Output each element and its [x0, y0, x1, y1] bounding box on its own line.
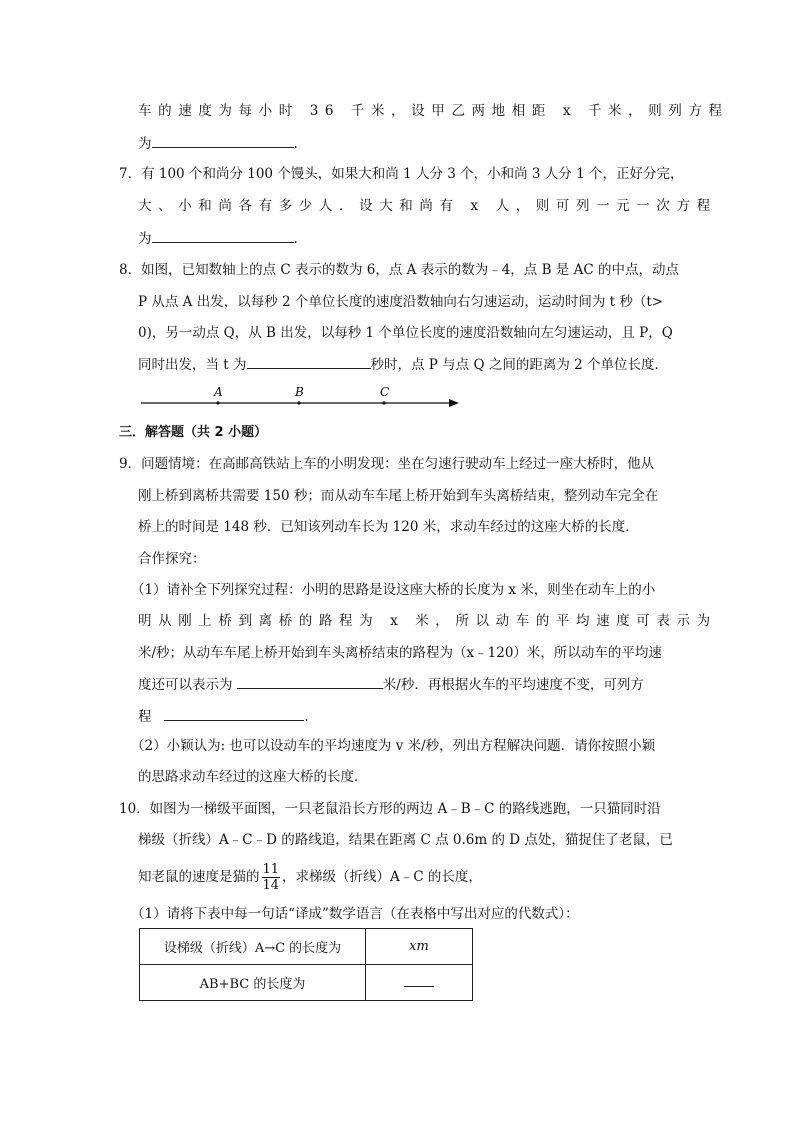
q10-line-3: 知老鼠的速度是猫的 $\frac{11}{14}$ ，求梯级（折线）A﹣C 的长度， [138, 862, 482, 893]
q6-line-1: 车的速度为每小时 36 千米，设甲乙两地相距 x 千米，则列方程 [138, 103, 729, 119]
point-b-label: B [295, 385, 304, 399]
point-c-label: C [380, 385, 390, 399]
answer-blank[interactable] [237, 674, 383, 689]
q10-line-2: 梯级（折线）A﹣C﹣D 的路线追，结果在距离 C 点 0.6m 的 D 点处，猫捉住了老鼠，已 [138, 832, 673, 848]
point-c-dot [382, 401, 385, 404]
q10-line-4: （1）请将下表中每一句话“译成”数学语言（在表格中写出对应的代数式）： [131, 906, 579, 922]
translation-table [139, 928, 473, 1001]
q9-line-3: 桥上的时间是 148 秒．已知该列动车长为 120 米，求动车经过的这座大桥的长度． [138, 519, 639, 535]
table-cell-label: AB+BC 的长度为 [140, 965, 366, 1001]
answer-blank[interactable] [164, 706, 304, 721]
q9-line-2: 刚上桥到离桥共需要 150 秒；而从动车车尾上桥开始到车头离桥结束，整列动车完全在 [138, 488, 659, 504]
q9-line-8: 度还可以表示为 米/秒．再根据火车的平均速度不变，可列方 [138, 674, 644, 695]
q9-line-7: 米/秒；从动车车尾上桥开始到车头离桥结束的路程为（x﹣120）米，所以动车的平均速 [138, 645, 662, 661]
q9-line-6: 明从刚上桥到离桥的路程为 x 米，所以动车的平均速度可表示为 [138, 613, 717, 629]
table-cell-answer[interactable] [366, 965, 473, 1001]
q9-line-11: 的思路求动车经过的这座大桥的长度． [138, 769, 368, 785]
q9-line-10: （2）小颖认为: 也可以设动车的平均速度为 v 米/秒，列出方程解决问题．请你按照小颖 [131, 738, 656, 754]
answer-blank[interactable] [152, 228, 294, 243]
table-cell-value: xm [366, 929, 473, 965]
answer-blank[interactable] [404, 974, 434, 987]
number-line-figure [141, 384, 461, 410]
q8-line-1: 8．如图，已知数轴上的点 C 表示的数为 6，点 A 表示的数为﹣4，点 B 是 AC 的中点，动点 [119, 262, 679, 278]
q10-line-1: 10．如图为一梯级平面图，一只老鼠沿长方形的两边 A﹣B﹣C 的路线逃跑，一只猫同时沿 [119, 801, 661, 817]
q8-line-4: 同时出发，当 t 为 秒时，点 P 与点 Q 之间的距离为 2 个单位长度． [138, 354, 668, 375]
fraction: $\frac{11}{14}$ [262, 862, 280, 893]
q9-line-1: 9．问题情境：在高邮高铁站上车的小明发现：坐在匀速行驶动车上经过一座大桥时，他从 [119, 456, 655, 472]
table-row [140, 965, 473, 1001]
table-row [140, 929, 473, 965]
q6-line-2: 为 . [138, 133, 298, 154]
q7-line-1: 7．有 100 个和尚分 100 个馒头，如果大和尚 1 人分 3 个，小和尚 3 人分 1 个，正好分完， [119, 166, 684, 182]
arrow-right-icon [449, 399, 459, 407]
q7-line-2: 大、小和尚各有多少人．设大和尚有 x 人，则可列一元一次方程 [138, 198, 717, 214]
table-cell-label: 设梯级（折线）A→C 的长度为 [140, 929, 366, 965]
answer-blank[interactable] [247, 354, 371, 369]
point-a-label: A [214, 385, 223, 399]
q8-line-3: 0)，另一动点 Q，从 B 出发，以每秒 1 个单位长度的速度沿数轴向左匀速运动，且 P，Q [138, 325, 673, 341]
answer-blank[interactable] [152, 133, 294, 148]
q9-line-5: （1）请补全下列探究过程：小明的思路是设这座大桥的长度为 x 米，则坐在动车上的小 [131, 582, 656, 598]
q7-line-3: 为 . [138, 228, 298, 249]
point-a-dot [216, 401, 219, 404]
q8-line-2: P 从点 A 出发，以每秒 2 个单位长度的速度沿数轴向右匀速运动，运动时间为 t 秒（t> [138, 294, 664, 310]
section-heading: 三．解答题（共 2 小题） [119, 425, 268, 440]
point-b-dot [297, 401, 300, 404]
q9-line-9: 程 . [138, 706, 309, 727]
q9-line-4: 合作探究： [138, 551, 206, 567]
